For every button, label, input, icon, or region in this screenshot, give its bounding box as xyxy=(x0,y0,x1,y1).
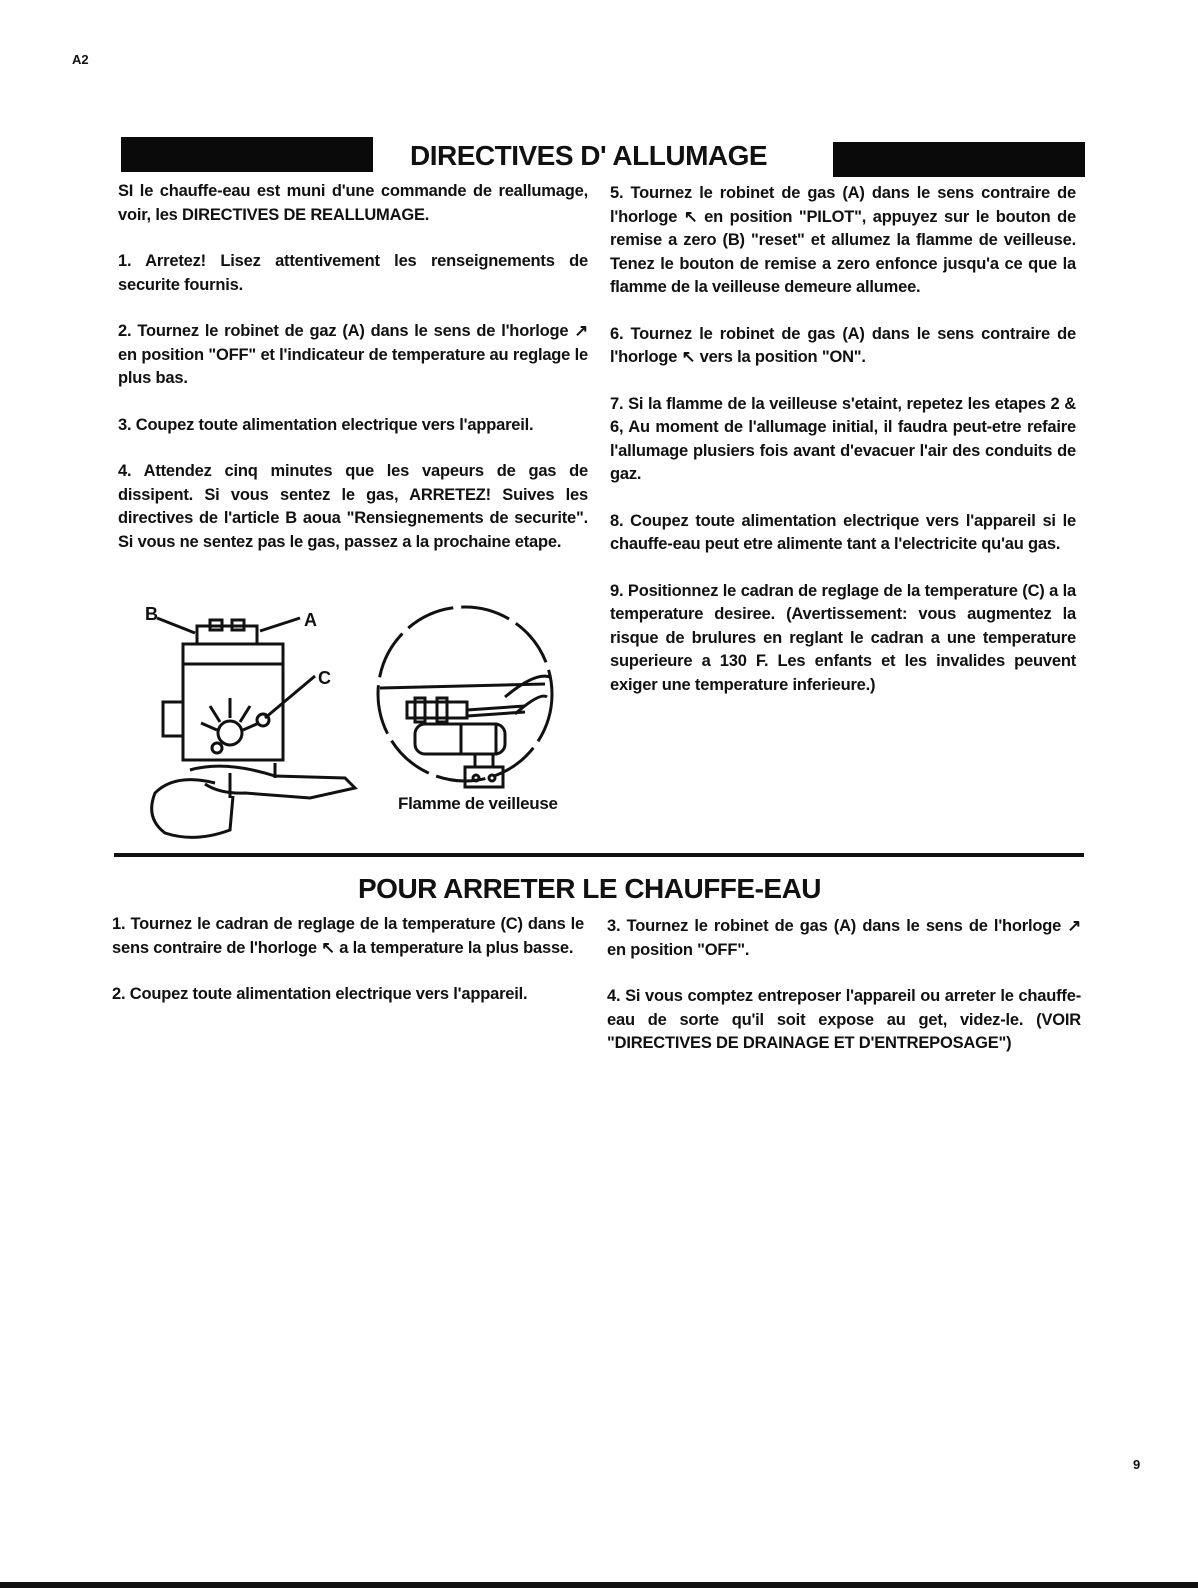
step-6: 6. Tournez le robinet de gas (A) dans le sens contraire de l'horloge ↖ vers la position "ON". xyxy=(610,324,1076,366)
figure-label-c: C xyxy=(318,668,331,688)
section-title-arreter: POUR ARRETER LE CHAUFFE-EAU xyxy=(358,873,822,904)
stop-step-3: 3. Tournez le robinet de gas (A) dans le sens de l'horloge ↗ en position "OFF". xyxy=(607,917,1081,959)
section-divider xyxy=(114,853,1084,857)
figure-caption: Flamme de veilleuse xyxy=(398,794,558,813)
stop-step-1: 1. Tournez le cadran de reglage de la temperature (C) dans le sens contraire de l'horloge ↖ a la temperature la plus basse. xyxy=(112,915,584,957)
figure-label-b: B xyxy=(145,604,158,624)
arreter-right-column xyxy=(607,915,1081,1079)
section-title-allumage: DIRECTIVES D' ALLUMAGE xyxy=(410,140,768,171)
allumage-left-column xyxy=(118,180,588,577)
intro-paragraph: SI le chauffe-eau est muni d'une commande de reallumage, voir, les DIRECTIVES DE REALLUMAGE. xyxy=(118,182,588,224)
title-bar-left xyxy=(121,137,373,172)
step-7: 7. Si la flamme de la veilleuse s'etaint, repetez les etapes 2 & 6, Au moment de l'allumage initial, il faudra peut-etre refaire l'allumage plusiers fois avant d'evacuer l'air des conduits de gaz. xyxy=(610,394,1076,483)
page-number: 9 xyxy=(1133,1457,1141,1472)
page-bottom-edge xyxy=(0,1582,1198,1588)
step-8: 8. Coupez toute alimentation electrique vers l'appareil si le chauffe-eau peut etre alimente tant a l'electricite qu'au gas. xyxy=(610,511,1076,553)
step-5: 5. Tournez le robinet de gas (A) dans le sens contraire de l'horloge ↖ en position "PILOT", appuyez sur le bouton de remise a zero (B) "reset" et allumez la flamme de veilleuse. Tenez le bouton de remise a zero enfonce jusqu'a ce que la flamme de la veilleuse demeure allumee. xyxy=(610,184,1076,296)
figure-label-a: A xyxy=(304,610,317,630)
title-bar-right xyxy=(833,142,1085,177)
step-3: 3. Coupez toute alimentation electrique vers l'appareil. xyxy=(118,415,534,434)
stop-step-2: 2. Coupez toute alimentation electrique vers l'appareil. xyxy=(112,985,528,1003)
step-9: 9. Positionnez le cadran de reglage de la temperature (C) a la temperature desiree. (Avertissement: vous augmentez la risque de brulures en reglant le cadran a une temperature superieure a 130 F. Les enfants et les invalides peuvent exiger une temperature inferieure.) xyxy=(610,581,1076,694)
gas-valve-illustration xyxy=(135,598,365,843)
allumage-right-column xyxy=(610,182,1076,720)
step-1: 1. Arretez! Lisez attentivement les renseignements de securite fournis. xyxy=(118,252,588,294)
step-2: 2. Tournez le robinet de gaz (A) dans le sens de l'horloge ↗ en position "OFF" et l'indicateur de temperature au reglage le plus bas. xyxy=(118,322,588,387)
stop-step-4: 4. Si vous comptez entreposer l'appareil ou arreter le chauffe-eau de sorte qu'il soit expose au get, videz-le. (VOIR "DIRECTIVES DE DRAINAGE ET D'ENTREPOSAGE") xyxy=(607,987,1081,1052)
pilot-flame-illustration xyxy=(375,602,560,792)
corner-mark: A2 xyxy=(72,52,89,67)
arreter-left-column xyxy=(112,913,584,1030)
step-4: 4. Attendez cinq minutes que les vapeurs de gas de dissipent. Si vous sentez le gas, ARRETEZ! Suives les directives de l'article B aoua "Rensiegnements de securite". Si vous ne sentez pas le gas, passez a la prochaine etape. xyxy=(118,462,588,551)
